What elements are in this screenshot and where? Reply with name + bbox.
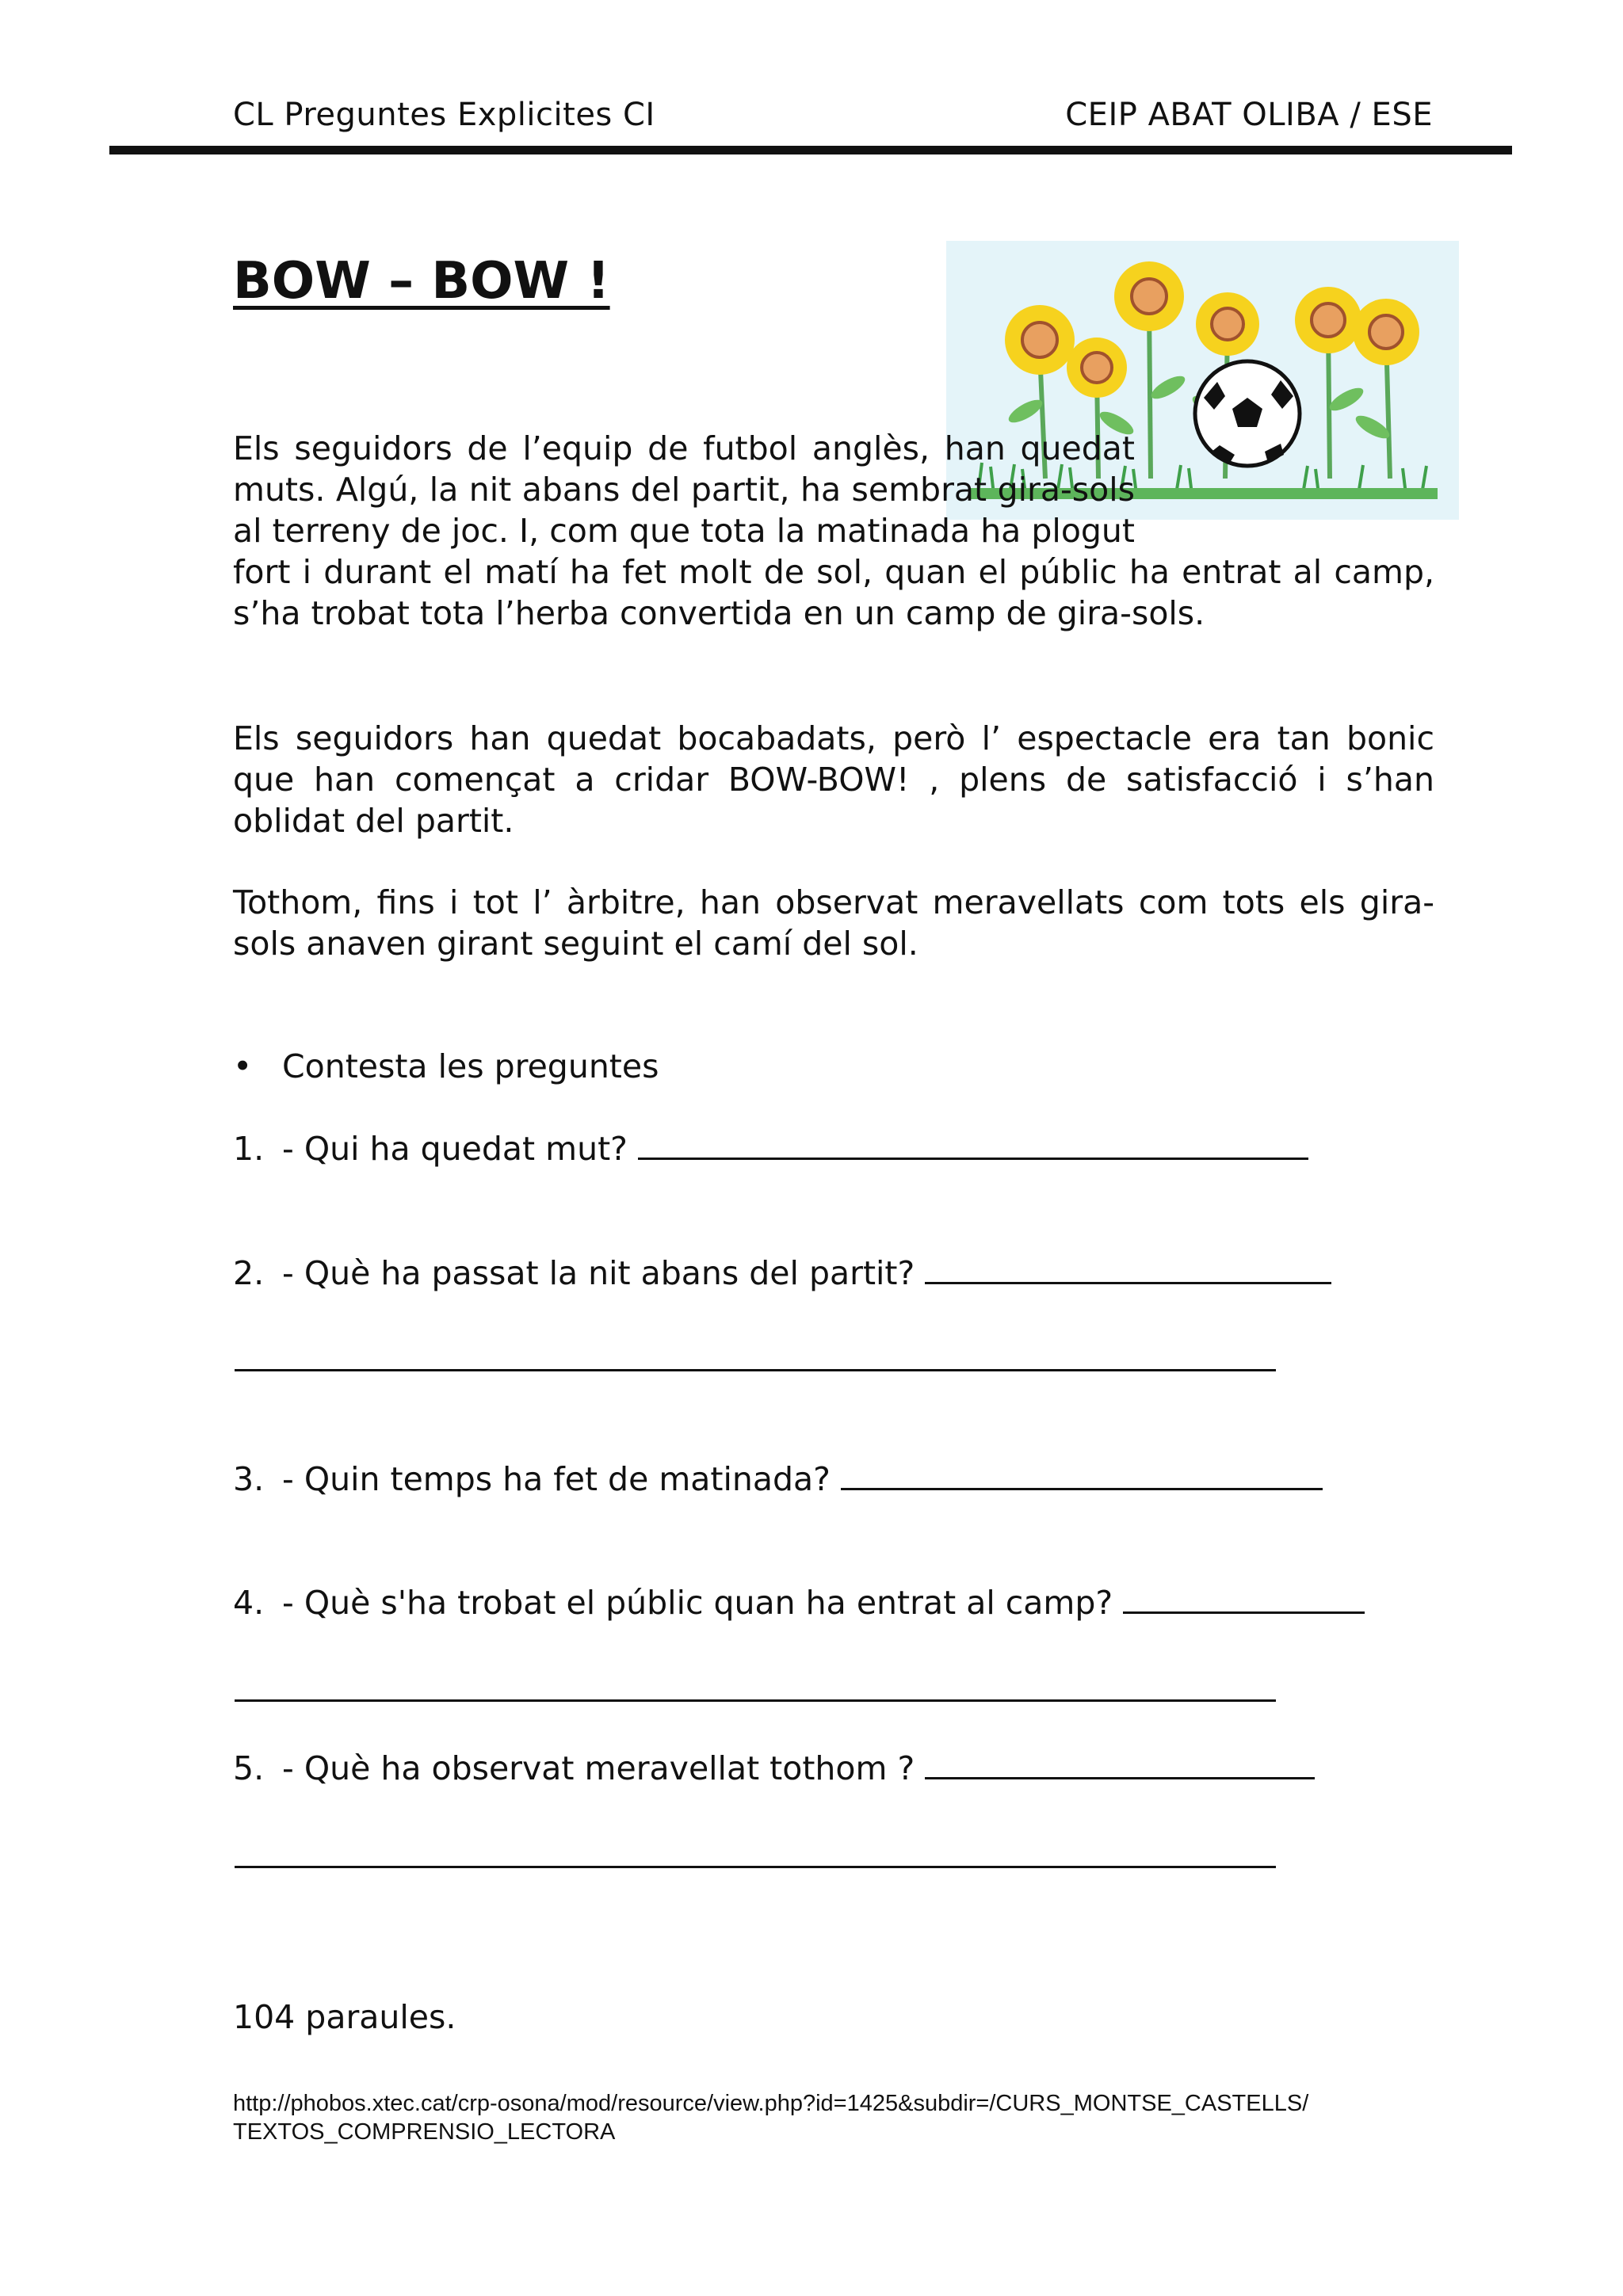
question-1: 1. - Qui ha quedat mut? <box>233 1130 1308 1168</box>
question-3: 3. - Quin temps ha fet de matinada? <box>233 1460 1323 1498</box>
header-right: CEIP ABAT OLIBA / ESE <box>1065 97 1433 133</box>
answer-line[interactable] <box>1123 1611 1365 1614</box>
question-5: 5. - Què ha observat meravellat tothom ? <box>233 1749 1315 1787</box>
answer-line[interactable] <box>638 1158 1308 1160</box>
page-title: BOW – BOW ! <box>233 252 610 311</box>
instruction: • Contesta les preguntes <box>233 1047 659 1085</box>
story-paragraph-1: Els seguidors de l’equip de futbol anglès, han quedat muts. Algú, la nit abans del partit, ha sembrat gira-sols al terreny de joc. I, com que tota la matinada ha plogut fort i durant el matí ha fet molt de sol, quan el públic ha entrat al camp, s’ha trobat tota l’herba convertida en un camp de gira-sols. <box>233 429 1434 632</box>
story-paragraph-2: Els seguidors han quedat bocabadats, però l’ espectacle era tan bonic que han començat a cridar BOW-BOW! , plens de satisfacció i s’han oblidat del partit. <box>233 719 1434 840</box>
header-left: CL Preguntes Explicites CI <box>233 97 655 133</box>
answer-line[interactable] <box>235 1866 1276 1868</box>
story-paragraph-3: Tothom, fins i tot l’ àrbitre, han observat meravellats com tots els gira-sols anaven girant seguint el camí del sol. <box>233 883 1434 963</box>
answer-line[interactable] <box>841 1488 1323 1490</box>
answer-line[interactable] <box>925 1282 1331 1284</box>
bullet-icon: • <box>233 1047 253 1085</box>
source-url: http://phobos.xtec.cat/crp-osona/mod/resource/view.php?id=1425&subdir=/CURS_MONTSE_CASTELLS/ TEXTOS_COMPRENSIO_LECTORA <box>233 2091 1309 2145</box>
word-count: 104 paraules. <box>233 1998 456 2036</box>
answer-line[interactable] <box>235 1699 1276 1702</box>
question-4: 4. - Què s'ha trobat el públic quan ha entrat al camp? <box>233 1584 1365 1622</box>
answer-line[interactable] <box>235 1369 1276 1371</box>
header-divider <box>109 146 1512 154</box>
question-2: 2. - Què ha passat la nit abans del partit? <box>233 1254 1331 1292</box>
answer-line[interactable] <box>925 1777 1315 1779</box>
